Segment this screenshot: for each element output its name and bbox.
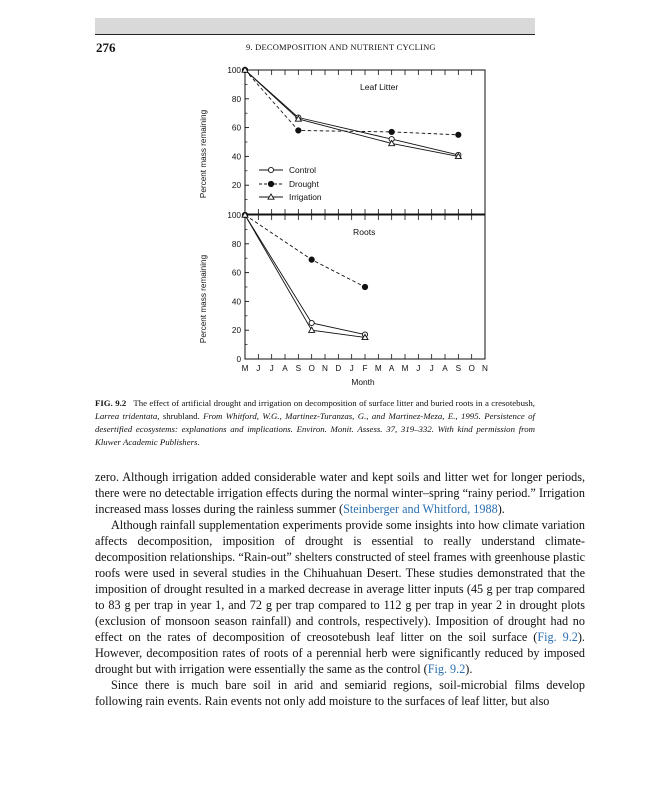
caption-label: FIG. 9.2 [95, 398, 127, 408]
point-control [309, 320, 314, 325]
point-drought [456, 132, 461, 137]
panel-title: Roots [353, 227, 376, 237]
x-tick-label: A [442, 364, 448, 373]
x-tick-label: J [256, 364, 261, 373]
paragraph-3: Since there is much bare soil in arid and semiarid regions, soil-microbial films develop following rain events. Rain events not only add moisture to the surfaces of leaf litter, but also [95, 678, 585, 708]
x-tick-label: F [362, 364, 368, 373]
x-tick-label: M [401, 364, 409, 373]
x-tick-label: A [282, 364, 288, 373]
figure-caption [95, 397, 535, 449]
y-axis-label: Percent mass remaining [199, 109, 208, 199]
x-tick-label: O [308, 364, 315, 373]
x-tick-label: J [429, 364, 434, 373]
paragraph-1 [95, 469, 585, 517]
y-tick-label: 60 [231, 123, 241, 133]
panel-title: Leaf Litter [360, 82, 399, 92]
y-axis-label: Percent mass remaining [199, 254, 208, 344]
y-tick-label: 20 [231, 181, 241, 191]
series-line-control [245, 215, 365, 335]
legend-label-drought: Drought [289, 179, 319, 189]
page-number: 276 [96, 40, 116, 55]
x-axis-label: Month [351, 377, 375, 387]
point-drought [362, 284, 367, 289]
legend-label-irrigation: Irrigation [289, 192, 322, 202]
x-tick-label: S [455, 364, 462, 373]
y-tick-label: 0 [236, 355, 241, 364]
paragraph-2 [95, 517, 585, 677]
x-tick-label: M [374, 364, 382, 373]
x-tick-label: D [335, 364, 342, 373]
y-tick-label: 60 [231, 268, 241, 278]
paragraph-2-text: Although rainfall supplementation experiments provide some insights into how climate variation affects decomposition, imposition of drought is essential to really understand climate-decomposition relationships. “Rain-out” shelters constructed of steel frames with greenhouse plastic roofs were used in several studies in the Chihuahuan Desert. These studies demonstrated that the imposition of drought resulted in a marked decrease in average litter inputs (45 g per trap compared to 83 g per trap in year 1, and 72 g per trap compared to 112 g per trap in year 2 in drought plots (exclusion of monsoon season rainfall) and controls, respectively). Imposition of drought had no effect on the rates of decomposition of creosotebush leaf litter on the soil surface ( [95, 518, 585, 644]
legend-marker-1 [268, 181, 273, 186]
caption-text: The effect of artificial drought and irrigation on decomposition of surface litter and buried roots in a cresotebush, [133, 398, 535, 408]
x-tick-label: A [388, 364, 395, 373]
header-bar [95, 18, 535, 34]
series-line-drought [245, 70, 458, 135]
y-tick-label: 80 [231, 94, 241, 104]
x-tick-label: N [482, 364, 488, 373]
paragraph-1-text: zero. Although irrigation added considerable water and kept soils and litter wet for longer periods, there were no detectable irrigation effects during the normal winter–spring “rainy period.” Irrigation increased mass losses during the rainless summer ( [95, 470, 585, 516]
paragraph-1-end: ). [497, 502, 505, 516]
y-tick-label: 100 [227, 66, 241, 75]
body-text [95, 469, 585, 709]
figure-9-2 [195, 62, 505, 392]
series-line-irrigation [245, 70, 458, 156]
y-tick-label: 40 [231, 297, 241, 307]
series-line-control [245, 70, 458, 155]
paragraph-2-middle: ). However, decomposition rates of roots of a perennial herb were significantly reduced by imposed drought but with irrigation were essentially the same as the control ( [95, 630, 585, 676]
point-drought [389, 129, 394, 134]
point-drought [309, 257, 314, 262]
running-head: 9. DECOMPOSITION AND NUTRIENT CYCLING [246, 42, 436, 52]
x-tick-label: S [295, 364, 302, 373]
caption-credit: From Whitford, W.G., Martinez-Turanzas, G., and Martinez-Meza, E., 1995. Persistence of desertified ecosystems: explanations and implications. Environ. Monit. Assess. 37, 319–332. With kind permission from Kluwer Academic Publishers. [95, 411, 535, 447]
x-tick-label: N [322, 364, 328, 373]
x-tick-label: O [468, 364, 475, 373]
x-tick-label: J [269, 364, 274, 373]
series-line-irrigation [245, 215, 365, 337]
series-line-drought [245, 215, 365, 287]
y-tick-label: 100 [227, 211, 241, 220]
y-tick-label: 40 [231, 152, 241, 162]
x-tick-label: J [416, 364, 421, 373]
figure-link-2[interactable]: Fig. 9.2 [427, 662, 466, 676]
legend-label-control: Control [289, 165, 316, 175]
paragraph-2-end: ). [465, 662, 473, 676]
citation-link-steinberger[interactable]: Steinberger and Whitford, 1988 [343, 502, 498, 516]
point-drought [296, 128, 301, 133]
caption-species: Larrea tridentata, [95, 411, 160, 421]
y-tick-label: 80 [231, 239, 241, 249]
x-tick-label: M [241, 364, 249, 373]
point-irrigation [309, 327, 315, 332]
figure-link-1[interactable]: Fig. 9.2 [537, 630, 578, 644]
x-tick-label: J [349, 364, 354, 373]
y-tick-label: 20 [231, 326, 241, 336]
header-rule [95, 34, 535, 35]
legend-marker-0 [268, 167, 273, 172]
caption-text-2: shrubland. [162, 411, 200, 421]
